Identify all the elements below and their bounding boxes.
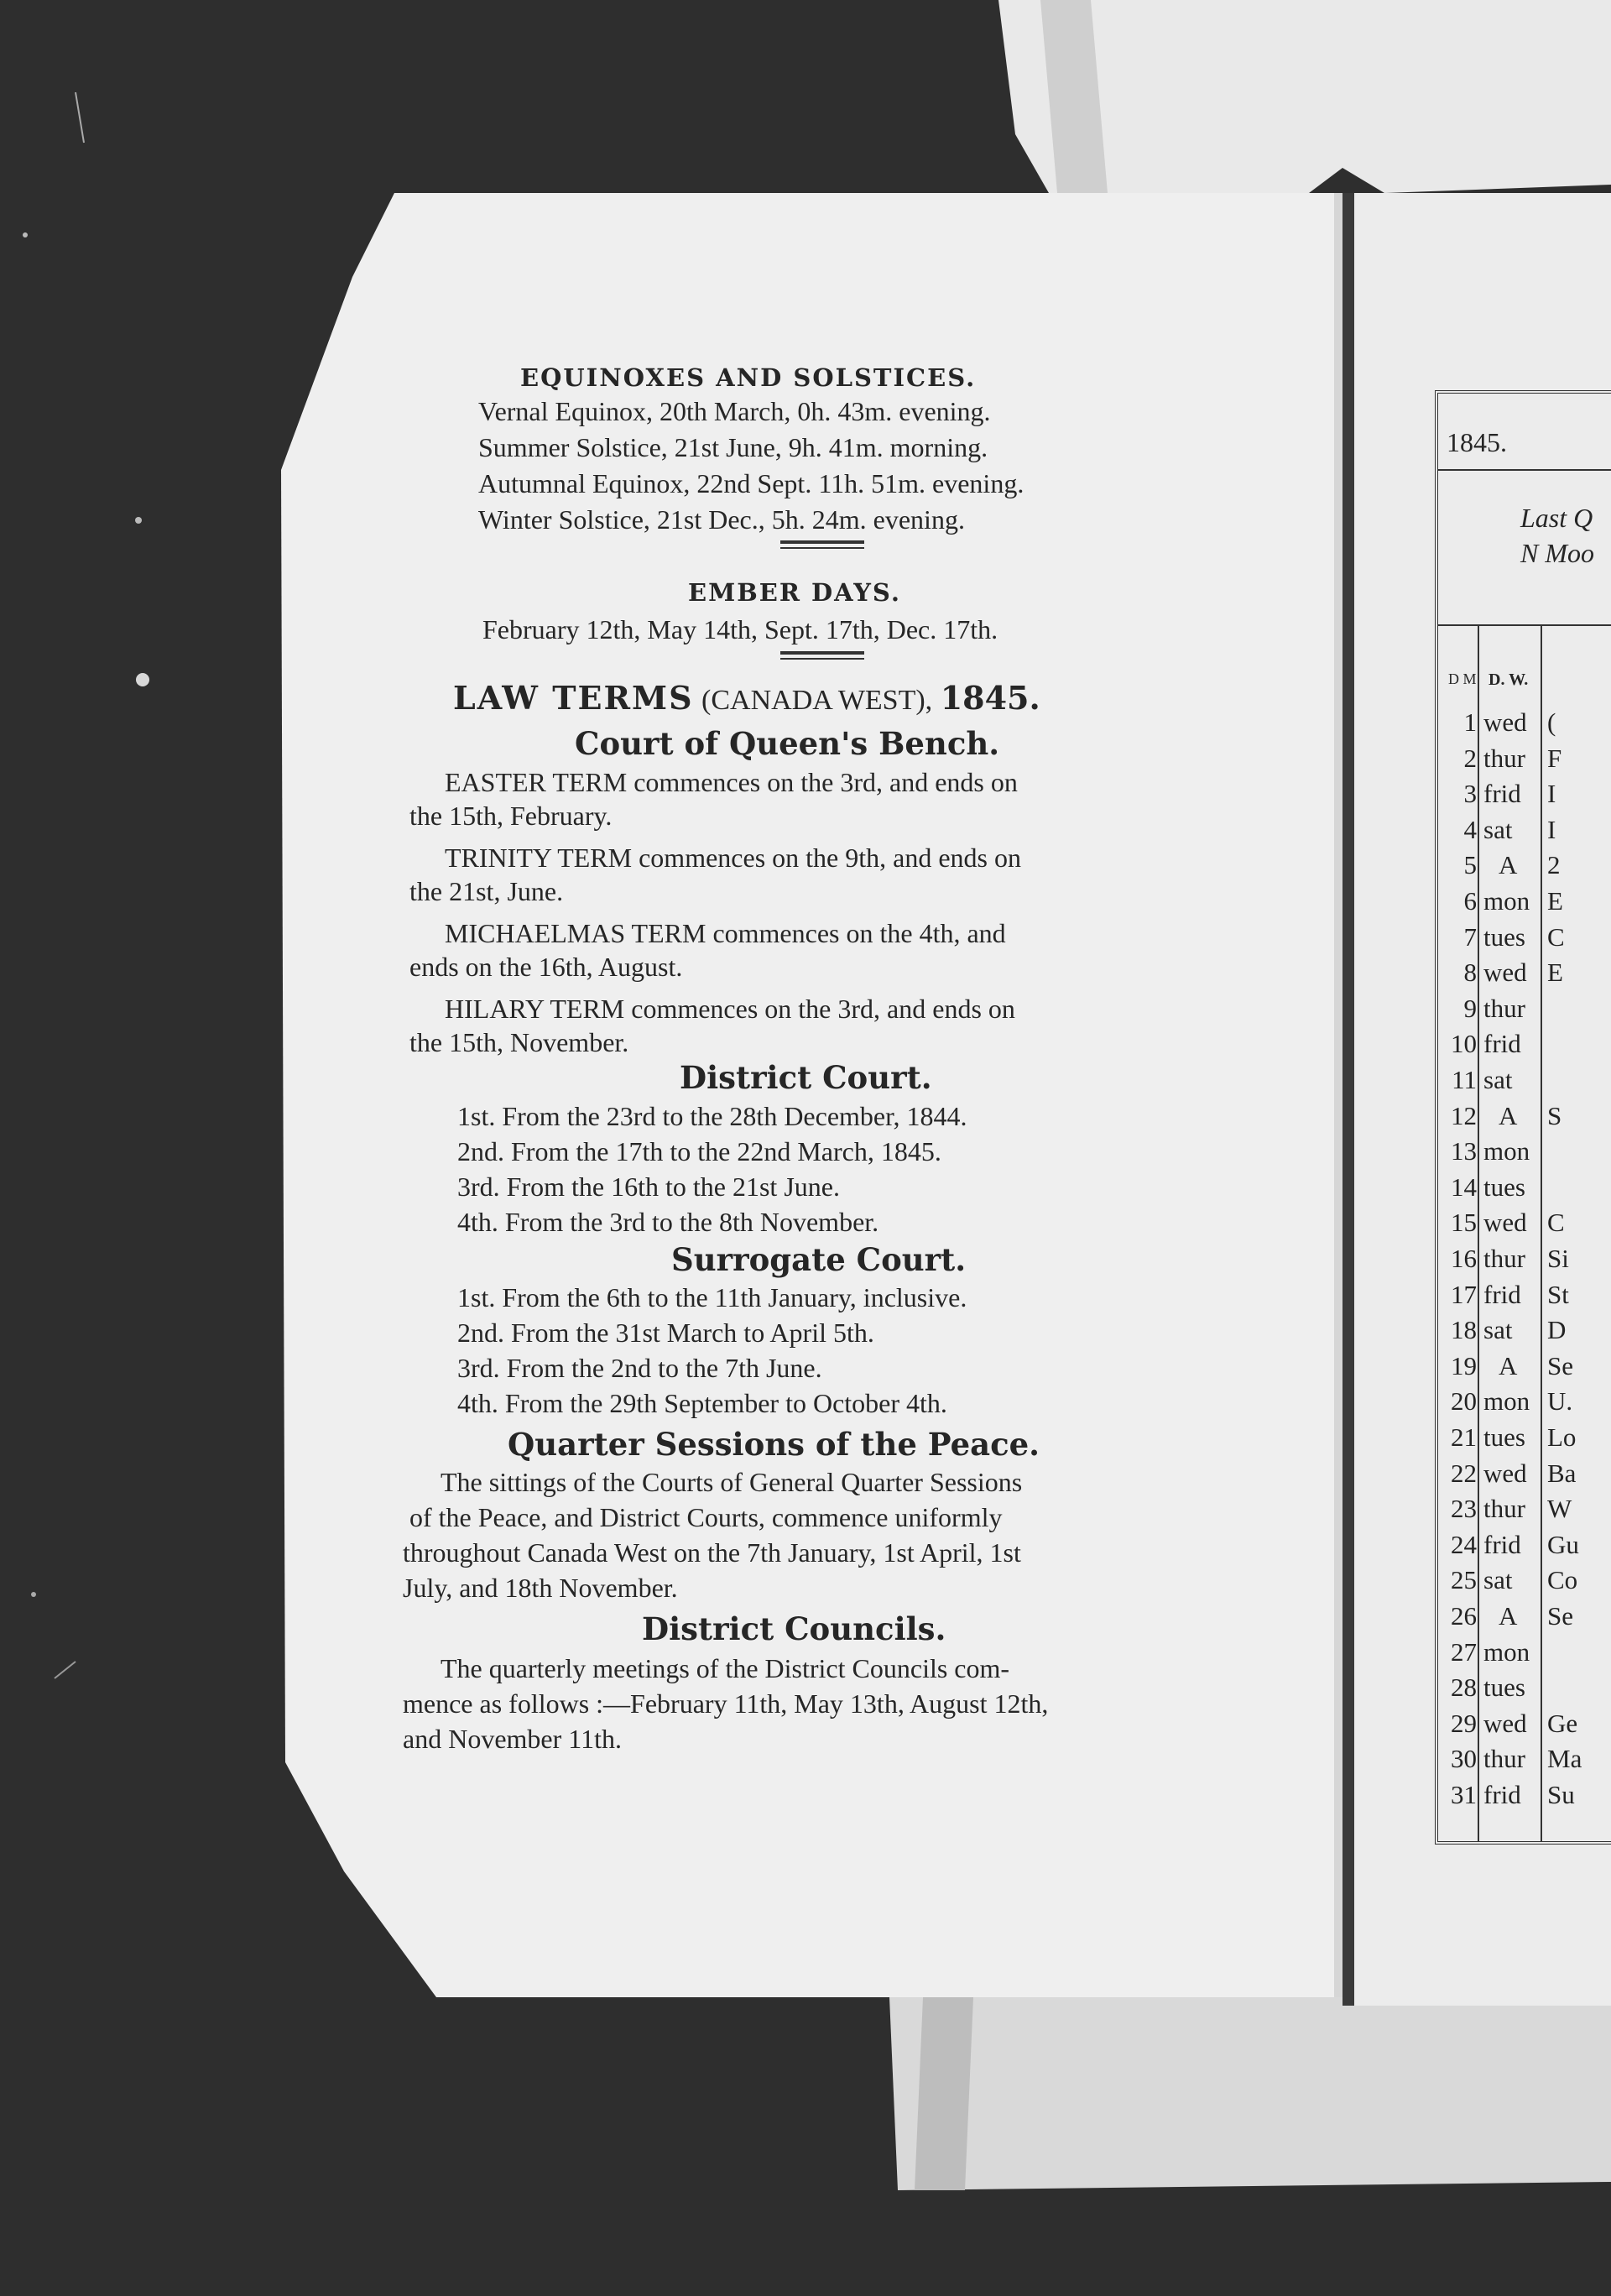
- calendar-weekday: frid: [1483, 1780, 1521, 1809]
- section-divider: [780, 651, 864, 655]
- calendar-day-number: 26: [1451, 1601, 1477, 1631]
- calendar-row: [1438, 1242, 1611, 1277]
- calendar-moon-phase: N Moo: [1520, 538, 1594, 568]
- calendar-weekday: A: [1499, 850, 1518, 880]
- calendar-event: Se: [1547, 1350, 1573, 1380]
- calendar-day-number: 25: [1451, 1565, 1477, 1595]
- calendar-row: [1438, 1778, 1611, 1813]
- calendar-day-number: 7: [1463, 921, 1477, 952]
- section-divider: [780, 658, 864, 660]
- calendar-day-number: 11: [1452, 1065, 1477, 1094]
- calendar-weekday: tues: [1483, 1672, 1525, 1703]
- calendar-weekday: mon: [1483, 886, 1530, 916]
- calendar-day-number: 13: [1451, 1136, 1477, 1166]
- calendar-event: 2: [1547, 850, 1561, 880]
- calendar-weekday: mon: [1483, 1136, 1530, 1166]
- section-divider: [780, 540, 864, 544]
- calendar-day-number: 1: [1463, 707, 1477, 737]
- queens-bench-line: TRINITY TERM commences on the 9th, and ends on: [445, 843, 1021, 873]
- section-divider: [780, 547, 864, 549]
- calendar-event: C: [1547, 1208, 1565, 1238]
- queens-bench-line: the 21st, June.: [409, 876, 564, 906]
- district-court-line: 2nd. From the 17th to the 22nd March, 1845.: [457, 1136, 941, 1166]
- calendar-event: (: [1547, 707, 1556, 737]
- calendar-event: I: [1547, 779, 1556, 809]
- equinoxes-heading: EQUINOXES AND SOLSTICES.: [520, 363, 977, 392]
- calendar-day-number: 20: [1451, 1386, 1477, 1417]
- calendar-row: [1438, 1492, 1611, 1527]
- calendar-row: [1438, 1528, 1611, 1563]
- calendar-row: [1438, 1385, 1611, 1420]
- equinox-line: Vernal Equinox, 20th March, 0h. 43m. evening.: [478, 396, 991, 426]
- calendar-weekday: mon: [1483, 1636, 1530, 1667]
- law-terms-year: 1845.: [940, 679, 1040, 717]
- calendar-day-number: 4: [1463, 814, 1477, 844]
- surrogate-court-line: 4th. From the 29th September to October 4th.: [457, 1388, 947, 1418]
- calendar-weekday: sat: [1483, 1565, 1513, 1595]
- district-councils-line: The quarterly meetings of the District Councils com-: [441, 1653, 1010, 1683]
- calendar-event: C: [1547, 921, 1565, 952]
- queens-bench-line: the 15th, February.: [409, 801, 613, 831]
- calendar-event: Ba: [1547, 1458, 1577, 1488]
- calendar-row: [1438, 1063, 1611, 1098]
- calendar-row: [1438, 956, 1611, 991]
- calendar-day-number: 14: [1451, 1171, 1477, 1202]
- quarter-sessions-line: July, and 18th November.: [403, 1573, 678, 1603]
- calendar-day-number: 2: [1463, 743, 1477, 773]
- calendar-weekday: frid: [1483, 1029, 1521, 1059]
- calendar-weekday: mon: [1483, 1386, 1530, 1417]
- calendar-event: Ma: [1547, 1744, 1582, 1774]
- calendar-weekday: thur: [1483, 1244, 1525, 1273]
- calendar-row: [1438, 1563, 1611, 1599]
- calendar-row: [1438, 1313, 1611, 1349]
- law-terms-region: (CANADA WEST),: [701, 685, 933, 716]
- district-court-line: 1st. From the 23rd to the 28th December, 1844.: [457, 1101, 967, 1131]
- calendar-weekday: A: [1499, 1601, 1518, 1631]
- calendar-weekday: tues: [1483, 1171, 1525, 1202]
- calendar-day-number: 17: [1451, 1279, 1477, 1309]
- calendar-row: [1438, 1671, 1611, 1706]
- calendar-event: W: [1547, 1494, 1572, 1524]
- ember-days-line: February 12th, May 14th, Sept. 17th, Dec. 17th.: [482, 614, 998, 644]
- calendar-col-day-month: D M: [1448, 671, 1477, 687]
- calendar-day-number: 22: [1451, 1458, 1477, 1488]
- calendar-row: [1438, 777, 1611, 812]
- queens-bench-line: EASTER TERM commences on the 3rd, and ends on: [445, 767, 1018, 797]
- calendar-row: [1438, 921, 1611, 956]
- calendar-row: [1438, 1349, 1611, 1385]
- quarter-sessions-line: The sittings of the Courts of General Quarter Sessions: [441, 1467, 1023, 1497]
- calendar-event: Co: [1547, 1565, 1578, 1595]
- calendar-row: [1438, 1171, 1611, 1206]
- queens-bench-line: ends on the 16th, August.: [409, 952, 683, 982]
- district-councils-line: and November 11th.: [403, 1724, 622, 1754]
- calendar-day-number: 8: [1463, 958, 1477, 988]
- calendar-day-number: 28: [1451, 1672, 1477, 1703]
- equinox-line: Autumnal Equinox, 22nd Sept. 11h. 51m. evening.: [478, 468, 1024, 498]
- calendar-day-number: 31: [1451, 1780, 1477, 1809]
- calendar-weekday: wed: [1483, 707, 1527, 737]
- calendar-row: [1438, 1135, 1611, 1170]
- calendar-event: St: [1547, 1279, 1569, 1309]
- calendar-row: [1438, 884, 1611, 920]
- calendar-row: [1438, 1599, 1611, 1635]
- calendar-row: [1438, 813, 1611, 848]
- calendar-event: S: [1547, 1100, 1562, 1130]
- calendar-event: Se: [1547, 1601, 1573, 1631]
- calendar-weekday: sat: [1483, 814, 1513, 844]
- calendar-day-number: 21: [1451, 1422, 1477, 1452]
- calendar-day-number: 16: [1451, 1244, 1477, 1273]
- calendar-event: U.: [1547, 1386, 1573, 1417]
- calendar-weekday: wed: [1483, 1208, 1527, 1238]
- district-court-heading: District Court.: [680, 1059, 932, 1096]
- calendar-weekday: thur: [1483, 993, 1525, 1023]
- queens-bench-line: HILARY TERM commences on the 3rd, and ends on: [445, 994, 1015, 1024]
- calendar-row: [1438, 1099, 1611, 1135]
- calendar-day-number: 12: [1451, 1100, 1477, 1130]
- calendar-row: [1438, 706, 1611, 741]
- calendar-weekday: sat: [1483, 1315, 1513, 1345]
- calendar-event: Ge: [1547, 1708, 1578, 1738]
- calendar-day-number: 30: [1451, 1744, 1477, 1774]
- quarter-sessions-heading: Quarter Sessions of the Peace.: [508, 1426, 1040, 1463]
- calendar-row: [1438, 1206, 1611, 1241]
- district-court-line: 4th. From the 3rd to the 8th November.: [457, 1207, 879, 1237]
- surrogate-court-line: 3rd. From the 2nd to the 7th June.: [457, 1353, 822, 1383]
- calendar-day-number: 9: [1463, 993, 1477, 1023]
- surrogate-court-line: 2nd. From the 31st March to April 5th.: [457, 1318, 874, 1348]
- surrogate-court-line: 1st. From the 6th to the 11th January, inclusive.: [457, 1282, 967, 1312]
- calendar-weekday: A: [1499, 1350, 1518, 1380]
- calendar-weekday: frid: [1483, 1279, 1521, 1309]
- calendar-row: [1438, 1457, 1611, 1492]
- calendar-event: E: [1547, 886, 1563, 916]
- calendar-weekday: thur: [1483, 1494, 1525, 1524]
- law-terms-heading: [453, 680, 1040, 719]
- calendar-event: F: [1547, 743, 1562, 773]
- calendar-year: 1845.: [1447, 427, 1507, 457]
- surrogate-court-heading: Surrogate Court.: [671, 1241, 967, 1278]
- calendar-weekday: wed: [1483, 1458, 1527, 1488]
- calendar-row: [1438, 1278, 1611, 1313]
- calendar-day-number: 10: [1451, 1029, 1477, 1059]
- calendar-rule: [1438, 624, 1611, 626]
- calendar-table: [1435, 390, 1611, 1845]
- calendar-row: [1438, 1027, 1611, 1062]
- calendar-event: Su: [1547, 1780, 1575, 1809]
- calendar-weekday: A: [1499, 1100, 1518, 1130]
- calendar-day-number: 6: [1463, 886, 1477, 916]
- district-court-line: 3rd. From the 16th to the 21st June.: [457, 1171, 840, 1202]
- calendar-weekday: thur: [1483, 743, 1525, 773]
- calendar-row: [1438, 1636, 1611, 1671]
- calendar-weekday: wed: [1483, 958, 1527, 988]
- calendar-event: Lo: [1547, 1422, 1577, 1452]
- calendar-day-number: 15: [1451, 1208, 1477, 1238]
- calendar-moon-phase: Last Q: [1520, 503, 1593, 533]
- calendar-weekday: sat: [1483, 1065, 1513, 1094]
- queens-bench-line: the 15th, November.: [409, 1027, 629, 1057]
- calendar-row: [1438, 992, 1611, 1027]
- queens-bench-heading: Court of Queen's Bench.: [575, 725, 1000, 762]
- calendar-event: I: [1547, 814, 1556, 844]
- calendar-weekday: tues: [1483, 1422, 1525, 1452]
- calendar-weekday: frid: [1483, 779, 1521, 809]
- calendar-row: [1438, 1742, 1611, 1777]
- calendar-row: [1438, 742, 1611, 777]
- calendar-day-number: 3: [1463, 779, 1477, 809]
- ember-days-heading: EMBER DAYS.: [688, 578, 901, 607]
- equinox-line: Summer Solstice, 21st June, 9h. 41m. morning.: [478, 432, 988, 462]
- calendar-weekday: thur: [1483, 1744, 1525, 1774]
- district-councils-line: mence as follows :—February 11th, May 13th, August 12th,: [403, 1688, 1049, 1719]
- calendar-col-day-week: D. W.: [1488, 671, 1529, 689]
- queens-bench-line: MICHAELMAS TERM commences on the 4th, and: [445, 918, 1006, 948]
- calendar-day-number: 23: [1451, 1494, 1477, 1524]
- law-terms-title: LAW TERMS: [453, 679, 694, 717]
- calendar-event: D: [1547, 1315, 1567, 1345]
- equinox-line: Winter Solstice, 21st Dec., 5h. 24m. evening.: [478, 504, 965, 535]
- calendar-day-number: 5: [1463, 850, 1477, 880]
- calendar-rule: [1438, 469, 1611, 471]
- calendar-weekday: tues: [1483, 921, 1525, 952]
- calendar-row: [1438, 1421, 1611, 1456]
- calendar-day-number: 19: [1451, 1350, 1477, 1380]
- quarter-sessions-line: throughout Canada West on the 7th January, 1st April, 1st: [403, 1537, 1021, 1568]
- calendar-day-number: 29: [1451, 1708, 1477, 1738]
- calendar-row: [1438, 848, 1611, 884]
- quarter-sessions-line: of the Peace, and District Courts, commence uniformly: [409, 1502, 1003, 1532]
- calendar-day-number: 18: [1451, 1315, 1477, 1345]
- district-councils-heading: District Councils.: [642, 1610, 946, 1647]
- calendar-weekday: wed: [1483, 1708, 1527, 1738]
- calendar-event: E: [1547, 958, 1563, 988]
- calendar-event: Si: [1547, 1244, 1569, 1273]
- calendar-row: [1438, 1707, 1611, 1742]
- calendar-day-number: 27: [1451, 1636, 1477, 1667]
- calendar-day-number: 24: [1451, 1529, 1477, 1559]
- calendar-event: Gu: [1547, 1529, 1579, 1559]
- calendar-weekday: frid: [1483, 1529, 1521, 1559]
